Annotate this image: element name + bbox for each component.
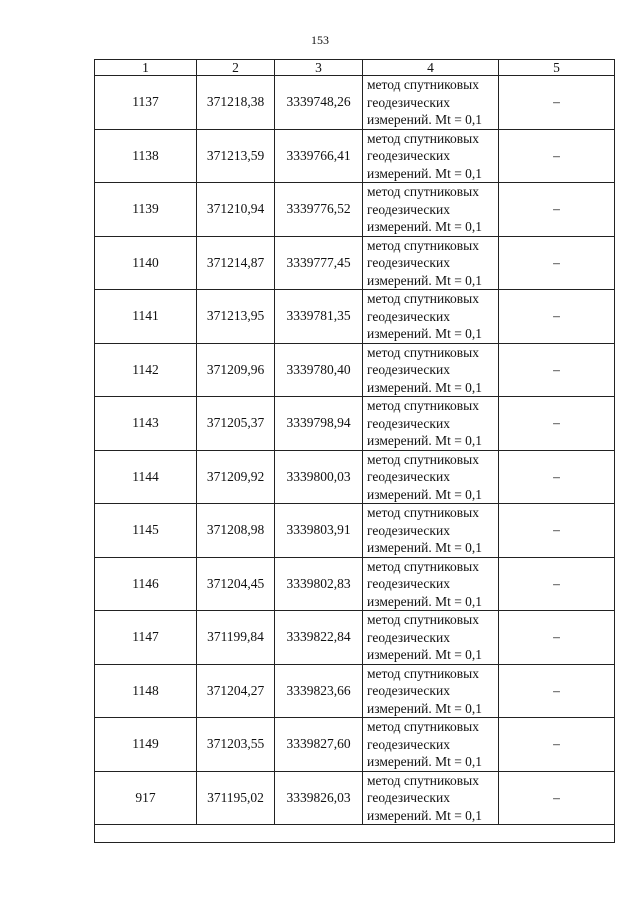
cell-point-number: 1149 [95,718,197,772]
cell-point-number: 917 [95,771,197,825]
cell-point-number: 1137 [95,76,197,130]
cell-coordinate-x: 371199,84 [197,611,275,665]
cell-coordinate-y: 3339780,40 [275,343,363,397]
cell-coordinate-y: 3339766,41 [275,129,363,183]
table-row [95,771,615,825]
table-row [95,718,615,772]
table-row [95,236,615,290]
cell-note: – [499,397,615,451]
table-row [95,343,615,397]
table-body [95,76,615,843]
cell-coordinate-y: 3339800,03 [275,450,363,504]
cell-coordinate-y: 3339827,60 [275,718,363,772]
cell-coordinate-x: 371213,95 [197,290,275,344]
cell-coordinate-y: 3339748,26 [275,76,363,130]
cell-coordinate-y: 3339776,52 [275,183,363,237]
cell-note: – [499,611,615,665]
cell-method: метод спутниковых геодезических измерений. Mt = 0,1 [363,504,499,558]
cell-coordinate-x: 371209,96 [197,343,275,397]
cell-method: метод спутниковых геодезических измерений. Mt = 0,1 [363,129,499,183]
cell-coordinate-y: 3339777,45 [275,236,363,290]
cell-point-number: 1145 [95,504,197,558]
cell-method: метод спутниковых геодезических измерений. Mt = 0,1 [363,557,499,611]
cell-point-number: 1140 [95,236,197,290]
table-row [95,664,615,718]
cell-note: – [499,557,615,611]
cell-coordinate-x: 371203,55 [197,718,275,772]
table-row [95,129,615,183]
cell-coordinate-y: 3339822,84 [275,611,363,665]
table-row [95,504,615,558]
cell-method: метод спутниковых геодезических измерений. Mt = 0,1 [363,290,499,344]
cell-note: – [499,771,615,825]
cell-method: метод спутниковых геодезических измерений. Mt = 0,1 [363,183,499,237]
cell-point-number: 1142 [95,343,197,397]
cell-coordinate-y: 3339802,83 [275,557,363,611]
cell-note: – [499,343,615,397]
cell-method: метод спутниковых геодезических измерений. Mt = 0,1 [363,771,499,825]
cell-note: – [499,76,615,130]
cell-method: метод спутниковых геодезических измерений. Mt = 0,1 [363,611,499,665]
cell-coordinate-x: 371195,02 [197,771,275,825]
header-col-1: 1 [95,60,197,76]
cell-coordinate-y: 3339798,94 [275,397,363,451]
cell-method: метод спутниковых геодезических измерений. Mt = 0,1 [363,718,499,772]
cell-note: – [499,183,615,237]
cell-point-number: 1144 [95,450,197,504]
table-row [95,450,615,504]
table-row [95,611,615,665]
cell-coordinate-x: 371213,59 [197,129,275,183]
cell-point-number: 1139 [95,183,197,237]
cell-point-number: 1138 [95,129,197,183]
cell-method: метод спутниковых геодезических измерений. Mt = 0,1 [363,397,499,451]
cell-coordinate-x: 371208,98 [197,504,275,558]
table-empty-row [95,825,615,843]
cell-coordinate-x: 371214,87 [197,236,275,290]
cell-coordinate-x: 371218,38 [197,76,275,130]
cell-method: метод спутниковых геодезических измерений. Mt = 0,1 [363,343,499,397]
cell-coordinate-x: 371204,27 [197,664,275,718]
page-number: 153 [311,33,329,47]
table-row [95,76,615,130]
cell-point-number: 1146 [95,557,197,611]
table-row [95,397,615,451]
empty-cell [95,825,615,843]
coordinates-table [94,59,615,843]
cell-note: – [499,504,615,558]
cell-point-number: 1148 [95,664,197,718]
cell-point-number: 1147 [95,611,197,665]
cell-coordinate-y: 3339826,03 [275,771,363,825]
cell-coordinate-x: 371204,45 [197,557,275,611]
header-col-2: 2 [197,60,275,76]
cell-coordinate-y: 3339781,35 [275,290,363,344]
table-row [95,557,615,611]
cell-method: метод спутниковых геодезических измерений. Mt = 0,1 [363,450,499,504]
header-col-4: 4 [363,60,499,76]
cell-point-number: 1143 [95,397,197,451]
cell-method: метод спутниковых геодезических измерений. Mt = 0,1 [363,664,499,718]
header-col-3: 3 [275,60,363,76]
cell-method: метод спутниковых геодезических измерений. Mt = 0,1 [363,76,499,130]
cell-note: – [499,129,615,183]
cell-coordinate-y: 3339803,91 [275,504,363,558]
table-header-row [95,60,615,76]
cell-coordinate-x: 371205,37 [197,397,275,451]
cell-coordinate-y: 3339823,66 [275,664,363,718]
cell-coordinate-x: 371210,94 [197,183,275,237]
cell-method: метод спутниковых геодезических измерений. Mt = 0,1 [363,236,499,290]
cell-note: – [499,236,615,290]
cell-note: – [499,290,615,344]
cell-note: – [499,450,615,504]
cell-coordinate-x: 371209,92 [197,450,275,504]
cell-note: – [499,718,615,772]
table-row [95,183,615,237]
header-col-5: 5 [499,60,615,76]
cell-point-number: 1141 [95,290,197,344]
table-row [95,290,615,344]
cell-note: – [499,664,615,718]
